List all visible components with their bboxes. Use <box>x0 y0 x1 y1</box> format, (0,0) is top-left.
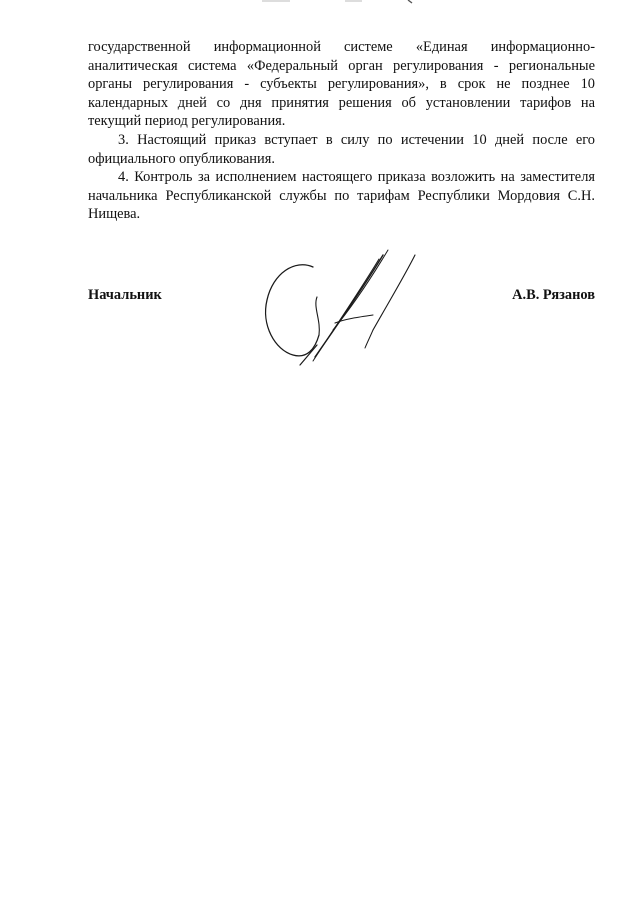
scan-edge-artifact <box>0 0 640 8</box>
handwritten-signature <box>255 245 425 370</box>
paragraph-item-3: 3. Настоящий приказ вступает в силу по истечении 10 дней после его официального опубликования. <box>88 131 595 167</box>
paragraph-item-4: 4. Контроль за исполнением настоящего приказа возложить на заместителя начальника Республиканской службы по тарифам Республики Мордовия С.Н. Нищева. <box>88 169 595 223</box>
signatory-title: Начальник <box>88 287 162 303</box>
document-body <box>88 38 595 224</box>
paragraph-continuation: государственной информационной системе «Единая информационно-аналитическая система «Федеральный орган регулирования - региональные органы регулирования - субъекты регулирования», в срок не позднее 10 календарных дней со дня принятия решения об установлении тарифов на текущий период регулирования. <box>88 39 595 130</box>
signatory-name: А.В. Рязанов <box>512 287 595 303</box>
